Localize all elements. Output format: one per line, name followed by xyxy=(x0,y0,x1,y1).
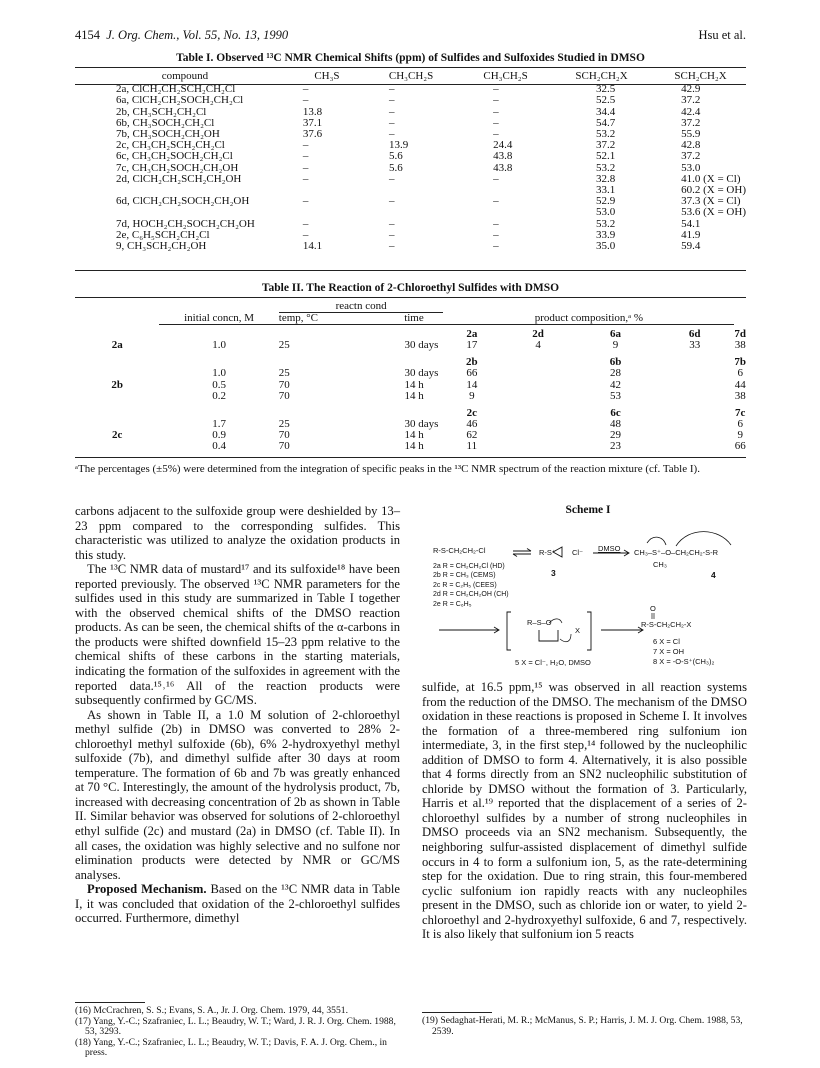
table2-time: 14 h xyxy=(404,428,424,441)
reference: (19) Sedaghat-Herati, M. R.; McManus, S. P.; Harris, J. M. J. Org. Chem. 1988, 53, 2539. xyxy=(422,1015,743,1037)
table1-value-cell xyxy=(359,185,463,196)
table1-value-cell: 5.6 xyxy=(388,150,403,163)
right-column xyxy=(422,680,747,942)
table2-product-head: 6a xyxy=(610,328,622,341)
dmso-label: DMSO xyxy=(598,544,621,553)
table2-composition-value xyxy=(655,380,734,391)
substituent-def: 2e R = C₆H₅ xyxy=(433,600,472,608)
table1-value-cell: – xyxy=(302,94,309,107)
table1-value-cell: 52.1 xyxy=(596,150,616,163)
table2-compound-label: 2a xyxy=(111,339,123,352)
table2-product-head: 2b xyxy=(466,356,478,369)
blank-cell xyxy=(279,325,385,341)
table2-product-head xyxy=(500,351,576,368)
table1-col-header: SCH₂CH₂X xyxy=(674,70,727,82)
table2-composition-value xyxy=(500,391,576,402)
table1-row xyxy=(75,241,746,252)
table2-col-header: temp, °C xyxy=(279,313,385,325)
ring-4 xyxy=(539,630,558,641)
table2-composition-value: 9 xyxy=(469,389,475,402)
compound-5-label: 5 X = Cl⁻, H₂O, DMSO xyxy=(515,658,591,667)
table2-temperature: 25 xyxy=(278,339,290,352)
table2-composition-value: 14 xyxy=(466,378,478,391)
table2-composition-value: 66 xyxy=(734,440,746,453)
table1-value-cell: – xyxy=(493,240,499,253)
blank-cell xyxy=(75,301,159,313)
table1-compound-cell: 2c, CH₃CH₂SCH₂CH₂Cl xyxy=(116,139,225,152)
table1-value-cell: 37.2 xyxy=(596,139,616,152)
table2-composition-value: 28 xyxy=(610,367,622,380)
table2-composition-value xyxy=(500,441,576,452)
blank-cell xyxy=(443,301,734,313)
table1-value-cell: 13.9 xyxy=(388,139,409,152)
blank-cell xyxy=(279,402,385,419)
product-def: 6 X = Cl xyxy=(653,637,680,646)
table2-temperature: 70 xyxy=(278,378,290,391)
table2-bottom-rule xyxy=(75,457,746,458)
blank-cell xyxy=(279,351,385,368)
paragraph-text: Based on the ¹³C NMR data in Table I, it was concluded that oxidation of the 2-chloroethyl sulfides occurred. Furthermore, dimethyl xyxy=(75,882,400,926)
table1-col-header: CH₃CH₂S xyxy=(483,70,528,82)
table1-value-cell: – xyxy=(493,217,499,230)
table2-composition-value xyxy=(500,368,576,379)
table1-value-cell: 33.1 xyxy=(596,184,616,197)
table2-composition-value xyxy=(655,368,734,379)
table2-composition-value: 6 xyxy=(737,367,743,380)
table2-composition-value: 4 xyxy=(535,339,541,352)
substituent-def: 2c R = C₂H₅ (CEES) xyxy=(433,581,497,589)
table1-value-cell: 43.8 xyxy=(493,161,513,174)
table1-value-cell: – xyxy=(302,217,309,230)
table2-composition-value: 23 xyxy=(610,440,622,453)
table2-composition-value: 9 xyxy=(737,428,743,441)
table2-composition-value xyxy=(655,419,734,430)
bracket-left xyxy=(507,612,511,650)
table2-product-head xyxy=(655,351,734,368)
table1-row xyxy=(75,174,746,185)
table2-product-head-row xyxy=(75,325,746,341)
table1-value-cell xyxy=(463,185,548,196)
paragraph: carbons adjacent to the sulfoxide group were deshielded by 13–23 ppm compared to the corresponding sulfides. This characteristic was utilized to analyze the oxidation products in this study. xyxy=(75,504,400,562)
paragraph xyxy=(75,882,400,926)
table1-value-cell: 59.4 xyxy=(681,240,701,253)
table1-top-rule xyxy=(75,67,746,68)
blank-cell xyxy=(385,402,444,419)
table2-product-head-row xyxy=(75,351,746,368)
product-oxygen: O xyxy=(650,604,656,613)
table1-value-cell: 53.2 xyxy=(596,217,616,230)
table2-composition-value: 38 xyxy=(734,339,746,352)
table1-value-cell: 37.6 xyxy=(302,128,323,141)
table2-composition-value: 11 xyxy=(466,440,478,453)
blank-cell xyxy=(159,351,278,368)
table1-value-cell: 32.5 xyxy=(596,83,616,96)
table1-value-cell xyxy=(295,207,359,218)
blank-cell xyxy=(75,313,159,325)
table2-concentration: 1.0 xyxy=(212,339,226,352)
table2-compound-label xyxy=(75,441,159,452)
table1-compound-cell xyxy=(75,207,295,218)
table2-row xyxy=(75,380,746,391)
table2-concentration: 0.5 xyxy=(212,378,226,391)
table1-value-cell xyxy=(359,207,463,218)
table1-value-cell: 53.0 xyxy=(596,206,616,219)
table2-product-head: 2c xyxy=(466,406,478,419)
table1-value-cell: – xyxy=(388,172,395,185)
table1-compound-cell: 6c, CH₃CH₂SOCH₂CH₂Cl xyxy=(116,150,233,163)
compound-4-number: 4 xyxy=(711,570,716,580)
table1-col-header: compound xyxy=(161,70,209,82)
reference: (17) Yang, Y.-C.; Szafraniec, L. L.; Beaudry, W. T.; Ward, J. R. J. Org. Chem. 1988, 53, 3293. xyxy=(75,1015,396,1038)
table2-composition-value: 44 xyxy=(734,378,746,391)
table2-temperature: 25 xyxy=(278,417,290,430)
table2-temperature: 70 xyxy=(278,389,290,402)
table2-top-rule xyxy=(75,297,746,298)
table2-composition-value: 17 xyxy=(466,339,478,352)
table2-concentration: 0.9 xyxy=(212,428,226,441)
table1-value-cell: – xyxy=(388,83,395,96)
table1-compound-cell: 7b, CH₃SOCH₂CH₂OH xyxy=(116,128,220,141)
table2-product-head: 7b xyxy=(734,356,746,369)
table1-value-cell: – xyxy=(493,94,499,107)
table2-composition-value: 66 xyxy=(466,367,478,380)
table2-concentration: 1.7 xyxy=(212,417,226,430)
table1-value-cell: 42.8 xyxy=(681,139,701,152)
table2-compound-label xyxy=(75,391,159,402)
table1-value-cell: – xyxy=(493,228,499,241)
nucleophile-x-label: X xyxy=(575,626,581,635)
table2-composition-value: 33 xyxy=(689,339,701,352)
table2-product-head: 2d xyxy=(532,328,544,341)
table1-value-cell: – xyxy=(493,172,499,185)
table1-value-cell: 41.9 xyxy=(681,228,701,241)
table1-value-cell: 43.8 xyxy=(493,150,513,163)
blank-cell xyxy=(75,351,159,368)
table1-compound-cell: 2e, C₆H₅SCH₂CH₂Cl xyxy=(116,228,210,241)
table1-value-cell: 37.2 xyxy=(681,94,701,107)
substituent-def: 2a R = CH₂CH₂Cl (HD) xyxy=(433,563,505,570)
table1-row xyxy=(75,95,746,106)
table1-value-cell: – xyxy=(388,195,395,208)
table2-composition-value xyxy=(655,391,734,402)
table2-composition-value: 29 xyxy=(610,428,622,441)
table2-composition-value xyxy=(500,419,576,430)
table2-col-header: initial concn, M xyxy=(159,313,278,325)
table1-value-cell: – xyxy=(302,172,309,185)
table1-value-cell: – xyxy=(388,217,395,230)
table2-caption: Table II. The Reaction of 2-Chloroethyl Sulfides with DMSO xyxy=(261,282,560,294)
table1-value-cell: 60.2 (X = OH) xyxy=(681,184,746,197)
page-number: 4154 xyxy=(75,28,100,42)
table2-time: 14 h xyxy=(404,378,424,391)
table2-temperature: 70 xyxy=(278,428,290,441)
table1-compound-cell: 6a, ClCH₂CH₂SOCH₂CH₂Cl xyxy=(116,94,244,107)
table1-value-cell: 32.8 xyxy=(596,172,616,185)
table2-composition-value: 38 xyxy=(734,389,746,402)
table2-product-head: 7d xyxy=(734,327,746,340)
table1-value-cell: 52.9 xyxy=(596,195,616,208)
table1-value-cell: – xyxy=(388,128,395,141)
table2-time: 30 days xyxy=(404,367,439,380)
substituent-def: 2b R = CH₃ (CEMS) xyxy=(433,572,496,580)
table2-composition-value: 48 xyxy=(610,417,622,430)
table2-composition-value xyxy=(655,430,734,441)
right-references xyxy=(422,1016,747,1037)
product-4-label: CH₃–S⁺–O–CH₂CH₂-S-R xyxy=(634,548,719,557)
product-sulfoxide-label: R-S-CH₂CH₂-X xyxy=(641,620,692,629)
table1-compound-cell: 2b, CH₃SCH₂CH₂Cl xyxy=(116,105,207,118)
chloride-label: Cl⁻ xyxy=(572,548,584,557)
table2-product-head: 2a xyxy=(466,328,478,341)
table1-value-cell xyxy=(463,207,548,218)
table2-product-head: 7c xyxy=(734,406,746,419)
table2-concentration: 0.2 xyxy=(212,389,226,402)
blank-cell xyxy=(75,325,159,341)
table1-compound-cell: 2d, ClCH₂CH₂SCH₂CH₂OH xyxy=(116,172,242,185)
reference: (18) Yang, Y.-C.; Szafraniec, L. L.; Beaudry, W. T.; Davis, F. A. J. Org. Chem., in press. xyxy=(75,1036,387,1059)
table1-value-cell: 5.6 xyxy=(388,161,403,174)
blank-cell xyxy=(385,325,444,341)
table2-concentration: 1.0 xyxy=(212,367,226,380)
table2-group-header: reactn cond xyxy=(279,301,444,313)
footnote-rule xyxy=(75,1002,145,1003)
table2 xyxy=(75,301,746,452)
blank-cell xyxy=(385,351,444,368)
table2-row xyxy=(75,441,746,452)
table1-caption: Table I. Observed ¹³C NMR Chemical Shifts (ppm) of Sulfides and Sulfoxides Studied in DMSO xyxy=(176,52,645,64)
table2-col-header: time xyxy=(385,313,444,325)
table2-time: 14 h xyxy=(404,440,424,453)
scheme-1 xyxy=(429,504,747,676)
ion-5-label: R–S–O xyxy=(527,618,552,627)
table1-value-cell: 53.0 xyxy=(681,161,701,174)
table1-value-cell: 54.1 xyxy=(681,217,701,230)
table2-temperature: 70 xyxy=(278,440,290,453)
table2-col-header: product composition,ᵃ % xyxy=(443,313,734,325)
table1-value-cell: 42.9 xyxy=(681,83,701,96)
table2-row xyxy=(75,391,746,402)
table1-value-cell: 37.3 (X = Cl) xyxy=(681,195,741,208)
table2-concentration: 0.4 xyxy=(212,440,226,453)
paragraph: As shown in Table II, a 1.0 M solution of 2-chloroethyl methyl sulfide (2b) in DMSO was converted to 28% 2-chloroethyl methyl sulfoxide (6b), 6% 2-hydroxyethyl methyl sulfoxide (7b), and dimethyl sulfide after 30 days at room temperature. The formation of 6b and 7b was greatly enhanced at 70 °C. Interestingly, the amount of the hydrolysis product, 7b, increased with decreasing concentration of 2b as shown in Table II. Similar behavior was observed for solutions of 2-chloroethyl ethyl sulfide (2c) and mustard (2a) in DMSO (cf. Table II). In all cases, the oxidation was highly selective and no sulfone nor elimination products were detected by NMR or GC/MS analyses. xyxy=(75,707,400,882)
table2-row xyxy=(75,368,746,379)
blank-cell xyxy=(159,325,278,341)
reference: (16) McCrachren, S. S.; Evans, S. A., Jr. J. Org. Chem. 1979, 44, 3551. xyxy=(75,1005,348,1016)
table2-product-head-row xyxy=(75,402,746,419)
blank-cell xyxy=(75,402,159,419)
table2-composition-value xyxy=(500,380,576,391)
running-header xyxy=(75,28,746,43)
substituent-def: 2d R = CH₂CH₂OH (CH) xyxy=(433,591,509,599)
table1-value-cell: – xyxy=(388,105,395,118)
table1-value-cell: – xyxy=(302,83,309,96)
table1-value-cell: – xyxy=(493,105,499,118)
table1 xyxy=(75,71,746,252)
table1-value-cell: – xyxy=(493,83,499,96)
blank-cell xyxy=(159,402,278,419)
table1-value-cell: – xyxy=(388,94,395,107)
compound-3-number: 3 xyxy=(551,568,556,578)
table2-row xyxy=(75,340,746,351)
table1-compound-cell: 6d, ClCH₂CH₂SOCH₂CH₂OH xyxy=(116,195,250,208)
curved-arrow xyxy=(647,537,666,545)
table1-col-header: SCH₂CH₂X xyxy=(575,70,628,82)
table1-value-cell: 24.4 xyxy=(493,139,513,152)
blank-cell xyxy=(159,301,278,313)
table2-footnote: ᵃThe percentages (±5%) were determined from the integration of specific peaks in the ¹³C NMR spectrum of the reaction mixture (cf. Table I). xyxy=(75,463,700,475)
table1-value-cell: – xyxy=(302,161,309,174)
table2-composition-value: 42 xyxy=(610,378,622,391)
table1-value-cell: – xyxy=(302,195,309,208)
table1-value-cell: – xyxy=(388,228,395,241)
table1-compound-cell: 9, CH₃SCH₂CH₂OH xyxy=(116,240,207,253)
table2-product-head xyxy=(500,402,576,419)
table1-value-cell: 41.0 (X = Cl) xyxy=(681,172,741,185)
paragraph: sulfide, at 16.5 ppm,¹⁵ was observed in all reaction systems from the reduction of the DMSO. The mechanism of the DMSO oxidation in these reactions is proposed in Scheme I. It involves the formation of a three-membered ring sulfonium ion intermediate, 3, in the first step,¹⁴ followed by the nucleophilic addition of DMSO to form 4. Alternatively, it is also possible that 4 forms directly from an SN2 nucleophilic substitution of chloride by DMSO without the formation of 3. Particularly, Harris et al.¹⁹ reported that the displacement of a series of 2-chloroethyl sulfides by a number of strong nucleophiles in DMSO proceeds via an SN2 mechanism. Subsequently, the neighboring sulfur-assisted displacement of dimethyl sulfide occurs in 4 to form a sulfonium ion, 5, as the rate-determining step for the oxidation. Due to ring strain, this four-membered cyclic sulfonium ion rapidly reacts with any nucleophiles present in the DMSO, such as chloride ion or water, to yield 2-chloroethyl and 2-hydroxyethyl sulfoxide, 6 and 7, respectively. It is also likely that sulfonium ion 5 reacts xyxy=(422,680,747,942)
table2-composition-value xyxy=(500,430,576,441)
table1-value-cell: – xyxy=(493,128,499,141)
table1-row xyxy=(75,207,746,218)
table1-row xyxy=(75,151,746,162)
table2-composition-value: 46 xyxy=(466,417,478,430)
table1-value-cell: 13.8 xyxy=(302,105,323,118)
section-heading: Proposed Mechanism. xyxy=(87,882,207,897)
table1-value-cell: – xyxy=(302,150,309,163)
table1-compound-cell: 6b, CH₃SOCH₂CH₂Cl xyxy=(116,116,215,129)
table1-value-cell: 54.7 xyxy=(596,116,616,129)
table2-compound-label: 2c xyxy=(112,428,123,441)
table1-value-cell: 55.9 xyxy=(681,128,701,141)
left-column xyxy=(75,504,400,926)
table2-compound-label: 2b xyxy=(111,378,123,391)
table1-value-cell: – xyxy=(302,139,309,152)
table1-compound-cell: 2a, ClCH₂CH₂SCH₂CH₂Cl xyxy=(116,83,236,96)
table2-composition-value: 6 xyxy=(737,417,743,430)
scheme-title: Scheme I xyxy=(565,504,611,516)
product-def: 7 X = OH xyxy=(653,646,685,656)
table2-composition-value: 53 xyxy=(610,389,622,402)
substituent-definitions xyxy=(433,562,509,609)
author-running-head: Hsu et al. xyxy=(698,28,746,42)
table1-value-cell: 37.1 xyxy=(302,116,323,129)
table1-value-cell: – xyxy=(493,195,499,208)
product-4-ch3: CH₃ xyxy=(653,560,667,569)
table1-bottom-rule xyxy=(75,270,746,271)
table2-temperature: 25 xyxy=(278,367,290,380)
table2-compound-label xyxy=(75,368,159,379)
product-def: 8 X = -O-S⁺(CH₃)₂ xyxy=(653,656,715,666)
table1-compound-cell: 7d, HOCH₂CH₂SOCH₂CH₂OH xyxy=(116,217,255,230)
paragraph: The ¹³C NMR data of mustard¹⁷ and its sulfoxide¹⁸ have been reported previously. The observed ¹³C NMR parameters for the sulfides used in this study are summarized in Table I together with the observed chemical shifts of the DMSO reaction products. As can be seen, the chemical shifts of the α-carbons in the products were shifted downfield 15–23 ppm relative to the chemical shifts of these carbons in the starting materials, indicating the formation of the sulfoxides in agreement with the reported data.¹⁵˒¹⁶ All of the reaction products were subsequently confirmed by GC/MS. xyxy=(75,562,400,708)
table1-value-cell: 14.1 xyxy=(302,240,323,253)
table1-value-cell: – xyxy=(493,116,499,129)
table1-value-cell: – xyxy=(388,240,395,253)
table1-col-header: CH₃S xyxy=(314,70,340,82)
footnote-rule xyxy=(422,1012,492,1013)
table1-value-cell: – xyxy=(388,116,395,129)
table2-time: 14 h xyxy=(404,389,424,402)
table1-value-cell: 37.2 xyxy=(681,150,701,163)
table1-value-cell: 53.2 xyxy=(596,128,616,141)
bracket-right xyxy=(587,612,591,650)
table1-value-cell: 52.5 xyxy=(596,94,616,107)
table2-composition-value xyxy=(655,441,734,452)
table1-value-cell: – xyxy=(302,228,309,241)
table1-value-cell: 34.4 xyxy=(596,105,616,118)
table1-compound-cell: 7c, CH₃CH₂SOCH₂CH₂OH xyxy=(116,161,239,174)
table1-value-cell: 37.2 xyxy=(681,116,701,129)
table1-col-header: CH₃CH₂S xyxy=(388,70,434,82)
left-references xyxy=(75,1006,400,1059)
curved-arrow xyxy=(676,532,731,546)
table1-row xyxy=(75,196,746,207)
table1-value-cell: 42.4 xyxy=(681,105,701,118)
table2-product-head: 6c xyxy=(610,406,621,419)
table2-composition-value: 62 xyxy=(466,428,478,441)
table2-product-head: 6b xyxy=(609,356,622,369)
product-definitions xyxy=(653,637,714,666)
table1-value-cell: 33.9 xyxy=(596,228,616,241)
table2-product-head: 6d xyxy=(688,328,701,341)
table1-value-cell: 35.0 xyxy=(596,240,616,253)
table2-time: 30 days xyxy=(404,339,439,352)
table2-product-head xyxy=(655,402,734,419)
table1-value-cell: 53.6 (X = OH) xyxy=(681,206,746,219)
table1-header-rule xyxy=(75,84,746,85)
ion-3-label: R-S⁺ xyxy=(539,548,556,557)
journal-citation: J. Org. Chem., Vol. 55, No. 13, 1990 xyxy=(106,28,289,42)
table1-value-cell: 53.2 xyxy=(596,161,616,174)
table2-time: 30 days xyxy=(404,417,439,430)
table2-composition-value: 9 xyxy=(612,339,619,352)
reactant-label: R-S-CH₂CH₂-Cl xyxy=(433,546,486,555)
